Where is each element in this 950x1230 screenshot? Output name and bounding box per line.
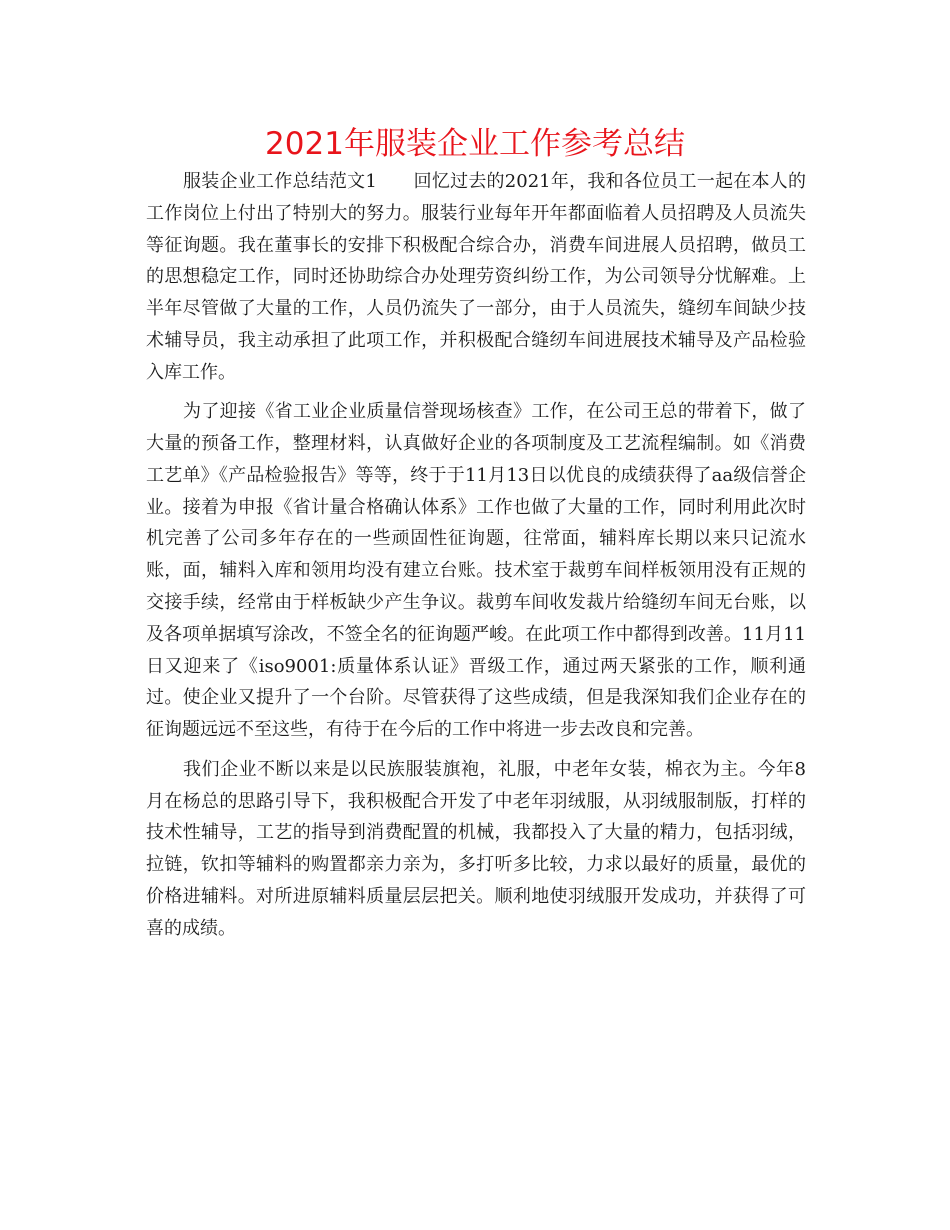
paragraph-2: 为了迎接《省工业企业质量信誉现场核查》工作，在公司王总的带着下，做了大量的预备工作，整理材料，认真做好企业的各项制度及工艺流程编制。如《消费工艺单》《产品检验报告》等等，终于于11月13日以优良的成绩获得了aa级信誉企业。接着为申报《省计量合格确认体系》工作也做了大量的工作，同时利用此次时机完善了公司多年存在的一些顽固性征询题，往常面，辅料库长期以来只记流水账，面，辅料入库和领用均没有建立台账。技术室于裁剪车间样板领用没有正规的交接手续，经常由于样板缺少产生争议。裁剪车间收发裁片给缝纫车间无台账，以及各项单据填写涂改，不签全名的征询题严峻。在此项工作中都得到改善。11月11日又迎来了《iso9001:质量体系认证》晋级工作，通过两天紧张的工作，顺利通过。使企业又提升了一个台阶。尽管获得了这些成绩，但是我深知我们企业存在的征询题远远不至这些，有待于在今后的工作中将进一步去改良和完善。 (146, 401, 806, 741)
document-title: 2021年服装企业工作参考总结 (265, 126, 685, 162)
document-body (146, 166, 806, 952)
paragraph-3: 我们企业不断以来是以民族服装旗袍，礼服，中老年女装，棉衣为主。今年8月在杨总的思路引导下，我积极配合开发了中老年羽绒服，从羽绒服制版，打样的技术性辅导，工艺的指导到消费配置的机械，我都投入了大量的精力，包括羽绒，拉链，钦扣等辅料的购置都亲力亲为，多打听多比较，力求以最好的质量，最优的价格进辅料。对所进原辅料质量层层把关。顺利地使羽绒服开发成功，并获得了可喜的成绩。 (146, 758, 806, 939)
paragraph-1: 服装企业工作总结范文1 回忆过去的2021年，我和各位员工一起在本人的工作岗位上付出了特别大的努力。服装行业每年开年都面临着人员招聘及人员流失等征询题。我在董事长的安排下积极配合综合办，消费车间进展人员招聘，做员工的思想稳定工作，同时还协助综合办处理劳资纠纷工作，为公司领导分忧解难。上半年尽管做了大量的工作，人员仍流失了一部分，由于人员流失，缝纫车间缺少技术辅导员，我主动承担了此项工作，并积极配合缝纫车间进展技术辅导及产品检验入库工作。 (146, 171, 806, 383)
